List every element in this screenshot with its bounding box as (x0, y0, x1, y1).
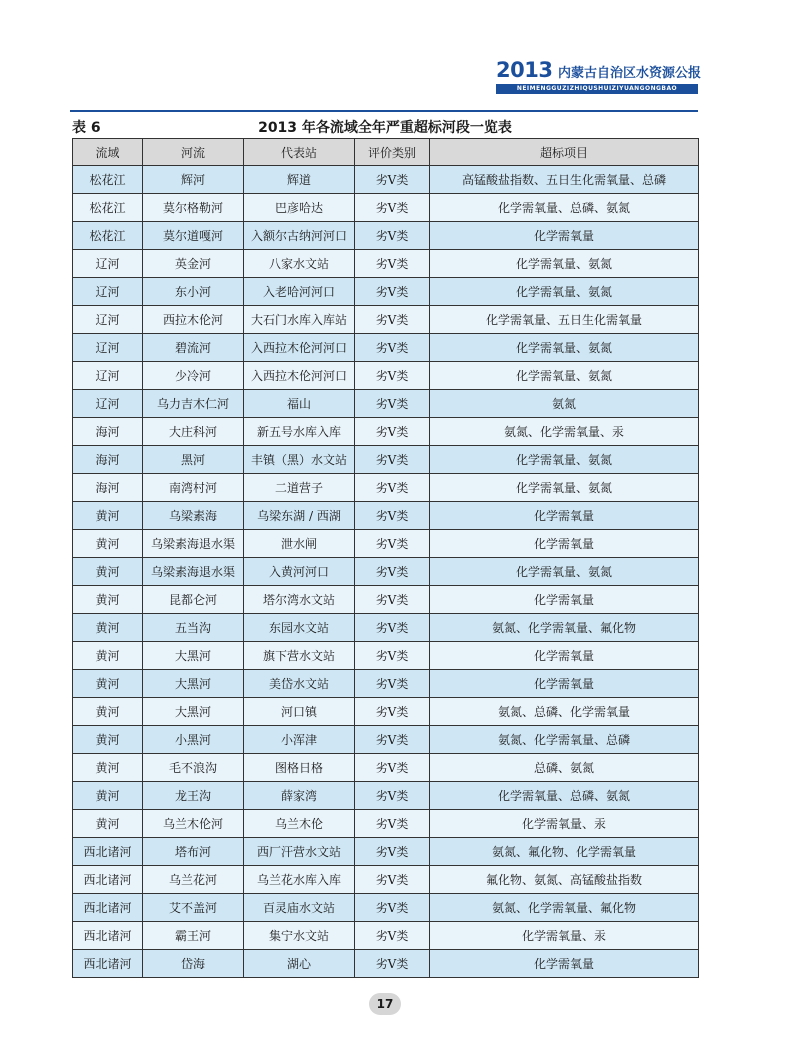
table-row (73, 614, 699, 642)
cell-basin: 辽河 (73, 362, 143, 390)
cell-items: 氨氮 (430, 390, 699, 418)
cell-river: 大黑河 (143, 642, 244, 670)
cell-items: 化学需氧量 (430, 502, 699, 530)
report-year: 2013 (496, 58, 553, 82)
cell-station: 乌兰木伦 (244, 810, 355, 838)
cell-items: 化学需氧量、五日生化需氧量 (430, 306, 699, 334)
cell-station: 河口镇 (244, 698, 355, 726)
cell-items: 氨氮、化学需氧量、汞 (430, 418, 699, 446)
cell-station: 大石门水库入库站 (244, 306, 355, 334)
cell-basin: 松花江 (73, 194, 143, 222)
cell-class: 劣Ⅴ类 (355, 278, 430, 306)
cell-basin: 海河 (73, 446, 143, 474)
cell-class: 劣Ⅴ类 (355, 642, 430, 670)
cell-station: 西厂汗营水文站 (244, 838, 355, 866)
cell-class: 劣Ⅴ类 (355, 558, 430, 586)
table-header-row (73, 139, 699, 166)
cell-river: 毛不浪沟 (143, 754, 244, 782)
cell-items: 高锰酸盐指数、五日生化需氧量、总磷 (430, 166, 699, 194)
cell-station: 乌兰花水库入库 (244, 866, 355, 894)
cell-basin: 海河 (73, 474, 143, 502)
cell-river: 南湾村河 (143, 474, 244, 502)
cell-river: 辉河 (143, 166, 244, 194)
cell-items: 氨氮、化学需氧量、氟化物 (430, 614, 699, 642)
cell-class: 劣Ⅴ类 (355, 614, 430, 642)
col-header-station: 代表站 (244, 139, 355, 166)
cell-class: 劣Ⅴ类 (355, 950, 430, 978)
cell-station: 图格日格 (244, 754, 355, 782)
cell-class: 劣Ⅴ类 (355, 222, 430, 250)
cell-items: 化学需氧量、氨氮 (430, 558, 699, 586)
cell-basin: 西北诸河 (73, 894, 143, 922)
cell-river: 东小河 (143, 278, 244, 306)
cell-class: 劣Ⅴ类 (355, 250, 430, 278)
cell-basin: 松花江 (73, 222, 143, 250)
cell-river: 乌兰花河 (143, 866, 244, 894)
table-row (73, 390, 699, 418)
cell-river: 莫尔格勒河 (143, 194, 244, 222)
cell-station: 入额尔古纳河河口 (244, 222, 355, 250)
cell-river: 小黑河 (143, 726, 244, 754)
report-title (496, 58, 702, 82)
cell-class: 劣Ⅴ类 (355, 838, 430, 866)
cell-station: 塔尔湾水文站 (244, 586, 355, 614)
table-number: 表 6 (72, 120, 101, 136)
cell-basin: 黄河 (73, 782, 143, 810)
cell-river: 少冷河 (143, 362, 244, 390)
cell-items: 化学需氧量、总磷、氨氮 (430, 194, 699, 222)
cell-station: 辉道 (244, 166, 355, 194)
table-row (73, 698, 699, 726)
table-row (73, 502, 699, 530)
cell-items: 化学需氧量 (430, 950, 699, 978)
cell-station: 美岱水文站 (244, 670, 355, 698)
table-row (73, 922, 699, 950)
cell-station: 东园水文站 (244, 614, 355, 642)
cell-basin: 黄河 (73, 810, 143, 838)
table-row (73, 754, 699, 782)
cell-river: 黑河 (143, 446, 244, 474)
table-row (73, 894, 699, 922)
cell-class: 劣Ⅴ类 (355, 502, 430, 530)
cell-river: 大庄科河 (143, 418, 244, 446)
header-rule (70, 110, 698, 112)
cell-river: 乌兰木伦河 (143, 810, 244, 838)
cell-basin: 西北诸河 (73, 922, 143, 950)
table-row (73, 586, 699, 614)
table-row (73, 306, 699, 334)
table-row (73, 530, 699, 558)
cell-class: 劣Ⅴ类 (355, 754, 430, 782)
table-row (73, 166, 699, 194)
cell-class: 劣Ⅴ类 (355, 782, 430, 810)
cell-river: 霸王河 (143, 922, 244, 950)
col-header-basin: 流域 (73, 139, 143, 166)
cell-basin: 黄河 (73, 502, 143, 530)
cell-basin: 辽河 (73, 334, 143, 362)
cell-river: 龙王沟 (143, 782, 244, 810)
cell-river: 碧流河 (143, 334, 244, 362)
cell-items: 化学需氧量、氨氮 (430, 278, 699, 306)
table-row (73, 642, 699, 670)
cell-class: 劣Ⅴ类 (355, 922, 430, 950)
cell-class: 劣Ⅴ类 (355, 530, 430, 558)
col-header-class: 评价类别 (355, 139, 430, 166)
page-number: 17 (369, 993, 401, 1015)
table-row (73, 194, 699, 222)
cell-items: 化学需氧量、总磷、氨氮 (430, 782, 699, 810)
col-header-river: 河流 (143, 139, 244, 166)
table-row (73, 558, 699, 586)
cell-class: 劣Ⅴ类 (355, 586, 430, 614)
cell-class: 劣Ⅴ类 (355, 670, 430, 698)
cell-basin: 黄河 (73, 614, 143, 642)
table-row (73, 782, 699, 810)
cell-items: 化学需氧量 (430, 586, 699, 614)
cell-class: 劣Ⅴ类 (355, 334, 430, 362)
cell-station: 旗下营水文站 (244, 642, 355, 670)
cell-class: 劣Ⅴ类 (355, 726, 430, 754)
cell-items: 化学需氧量 (430, 670, 699, 698)
cell-items: 化学需氧量、氨氮 (430, 334, 699, 362)
cell-items: 化学需氧量、氨氮 (430, 474, 699, 502)
table-row (73, 222, 699, 250)
cell-basin: 辽河 (73, 250, 143, 278)
cell-station: 百灵庙水文站 (244, 894, 355, 922)
cell-station: 小浑津 (244, 726, 355, 754)
cell-items: 总磷、氨氮 (430, 754, 699, 782)
cell-river: 乌梁素海退水渠 (143, 558, 244, 586)
cell-station: 集宁水文站 (244, 922, 355, 950)
cell-basin: 黄河 (73, 586, 143, 614)
cell-station: 泄水闸 (244, 530, 355, 558)
cell-station: 丰镇（黑）水文站 (244, 446, 355, 474)
cell-class: 劣Ⅴ类 (355, 306, 430, 334)
report-header (496, 58, 702, 94)
table-row (73, 474, 699, 502)
cell-river: 岱海 (143, 950, 244, 978)
cell-class: 劣Ⅴ类 (355, 894, 430, 922)
cell-river: 五当沟 (143, 614, 244, 642)
table-row (73, 950, 699, 978)
cell-items: 化学需氧量、汞 (430, 922, 699, 950)
cell-station: 新五号水库入库 (244, 418, 355, 446)
cell-basin: 黄河 (73, 726, 143, 754)
cell-station: 湖心 (244, 950, 355, 978)
cell-class: 劣Ⅴ类 (355, 698, 430, 726)
cell-class: 劣Ⅴ类 (355, 810, 430, 838)
cell-basin: 海河 (73, 418, 143, 446)
cell-station: 福山 (244, 390, 355, 418)
cell-river: 塔布河 (143, 838, 244, 866)
cell-basin: 辽河 (73, 390, 143, 418)
cell-river: 西拉木伦河 (143, 306, 244, 334)
table-row (73, 866, 699, 894)
cell-class: 劣Ⅴ类 (355, 446, 430, 474)
cell-river: 乌力吉木仁河 (143, 390, 244, 418)
table-row (73, 838, 699, 866)
cell-basin: 黄河 (73, 642, 143, 670)
cell-station: 入西拉木伦河河口 (244, 362, 355, 390)
cell-class: 劣Ⅴ类 (355, 418, 430, 446)
cell-basin: 黄河 (73, 670, 143, 698)
table-row (73, 670, 699, 698)
cell-class: 劣Ⅴ类 (355, 166, 430, 194)
cell-items: 化学需氧量、汞 (430, 810, 699, 838)
cell-station: 入西拉木伦河河口 (244, 334, 355, 362)
report-pinyin-banner: NEIMENGGUZIZHIQUSHUIZIYUANGONGBAO (496, 84, 698, 94)
cell-items: 氨氮、总磷、化学需氧量 (430, 698, 699, 726)
table-row (73, 334, 699, 362)
cell-basin: 西北诸河 (73, 866, 143, 894)
cell-items: 氨氮、化学需氧量、氟化物 (430, 894, 699, 922)
table-row (73, 446, 699, 474)
cell-river: 英金河 (143, 250, 244, 278)
cell-station: 乌梁东湖 / 西湖 (244, 502, 355, 530)
cell-class: 劣Ⅴ类 (355, 390, 430, 418)
table-row (73, 362, 699, 390)
cell-river: 莫尔道嘎河 (143, 222, 244, 250)
cell-station: 入黄河河口 (244, 558, 355, 586)
cell-items: 化学需氧量 (430, 530, 699, 558)
table-body (73, 166, 699, 978)
cell-items: 化学需氧量、氨氮 (430, 446, 699, 474)
cell-station: 入老哈河河口 (244, 278, 355, 306)
cell-basin: 黄河 (73, 698, 143, 726)
cell-items: 氨氮、化学需氧量、总磷 (430, 726, 699, 754)
cell-basin: 松花江 (73, 166, 143, 194)
cell-basin: 西北诸河 (73, 950, 143, 978)
table-row (73, 278, 699, 306)
exceedance-table (72, 138, 699, 978)
cell-items: 氨氮、氟化物、化学需氧量 (430, 838, 699, 866)
cell-station: 薛家湾 (244, 782, 355, 810)
cell-items: 氟化物、氨氮、高锰酸盐指数 (430, 866, 699, 894)
table-row (73, 810, 699, 838)
cell-station: 八家水文站 (244, 250, 355, 278)
table-row (73, 726, 699, 754)
table-row (73, 418, 699, 446)
cell-basin: 黄河 (73, 530, 143, 558)
cell-items: 化学需氧量、氨氮 (430, 362, 699, 390)
cell-basin: 西北诸河 (73, 838, 143, 866)
cell-river: 大黑河 (143, 670, 244, 698)
table-title: 2013 年各流域全年严重超标河段一览表 (258, 120, 512, 136)
cell-basin: 辽河 (73, 278, 143, 306)
cell-river: 乌梁素海 (143, 502, 244, 530)
cell-class: 劣Ⅴ类 (355, 474, 430, 502)
cell-items: 化学需氧量 (430, 222, 699, 250)
cell-river: 大黑河 (143, 698, 244, 726)
cell-station: 巴彦哈达 (244, 194, 355, 222)
report-name: 内蒙古自治区水资源公报 (558, 66, 702, 81)
cell-river: 昆都仑河 (143, 586, 244, 614)
cell-basin: 黄河 (73, 558, 143, 586)
table-row (73, 250, 699, 278)
cell-class: 劣Ⅴ类 (355, 194, 430, 222)
cell-basin: 辽河 (73, 306, 143, 334)
cell-class: 劣Ⅴ类 (355, 362, 430, 390)
cell-river: 艾不盖河 (143, 894, 244, 922)
cell-items: 化学需氧量 (430, 642, 699, 670)
cell-river: 乌梁素海退水渠 (143, 530, 244, 558)
cell-station: 二道营子 (244, 474, 355, 502)
cell-items: 化学需氧量、氨氮 (430, 250, 699, 278)
col-header-items: 超标项目 (430, 139, 699, 166)
cell-class: 劣Ⅴ类 (355, 866, 430, 894)
cell-basin: 黄河 (73, 754, 143, 782)
